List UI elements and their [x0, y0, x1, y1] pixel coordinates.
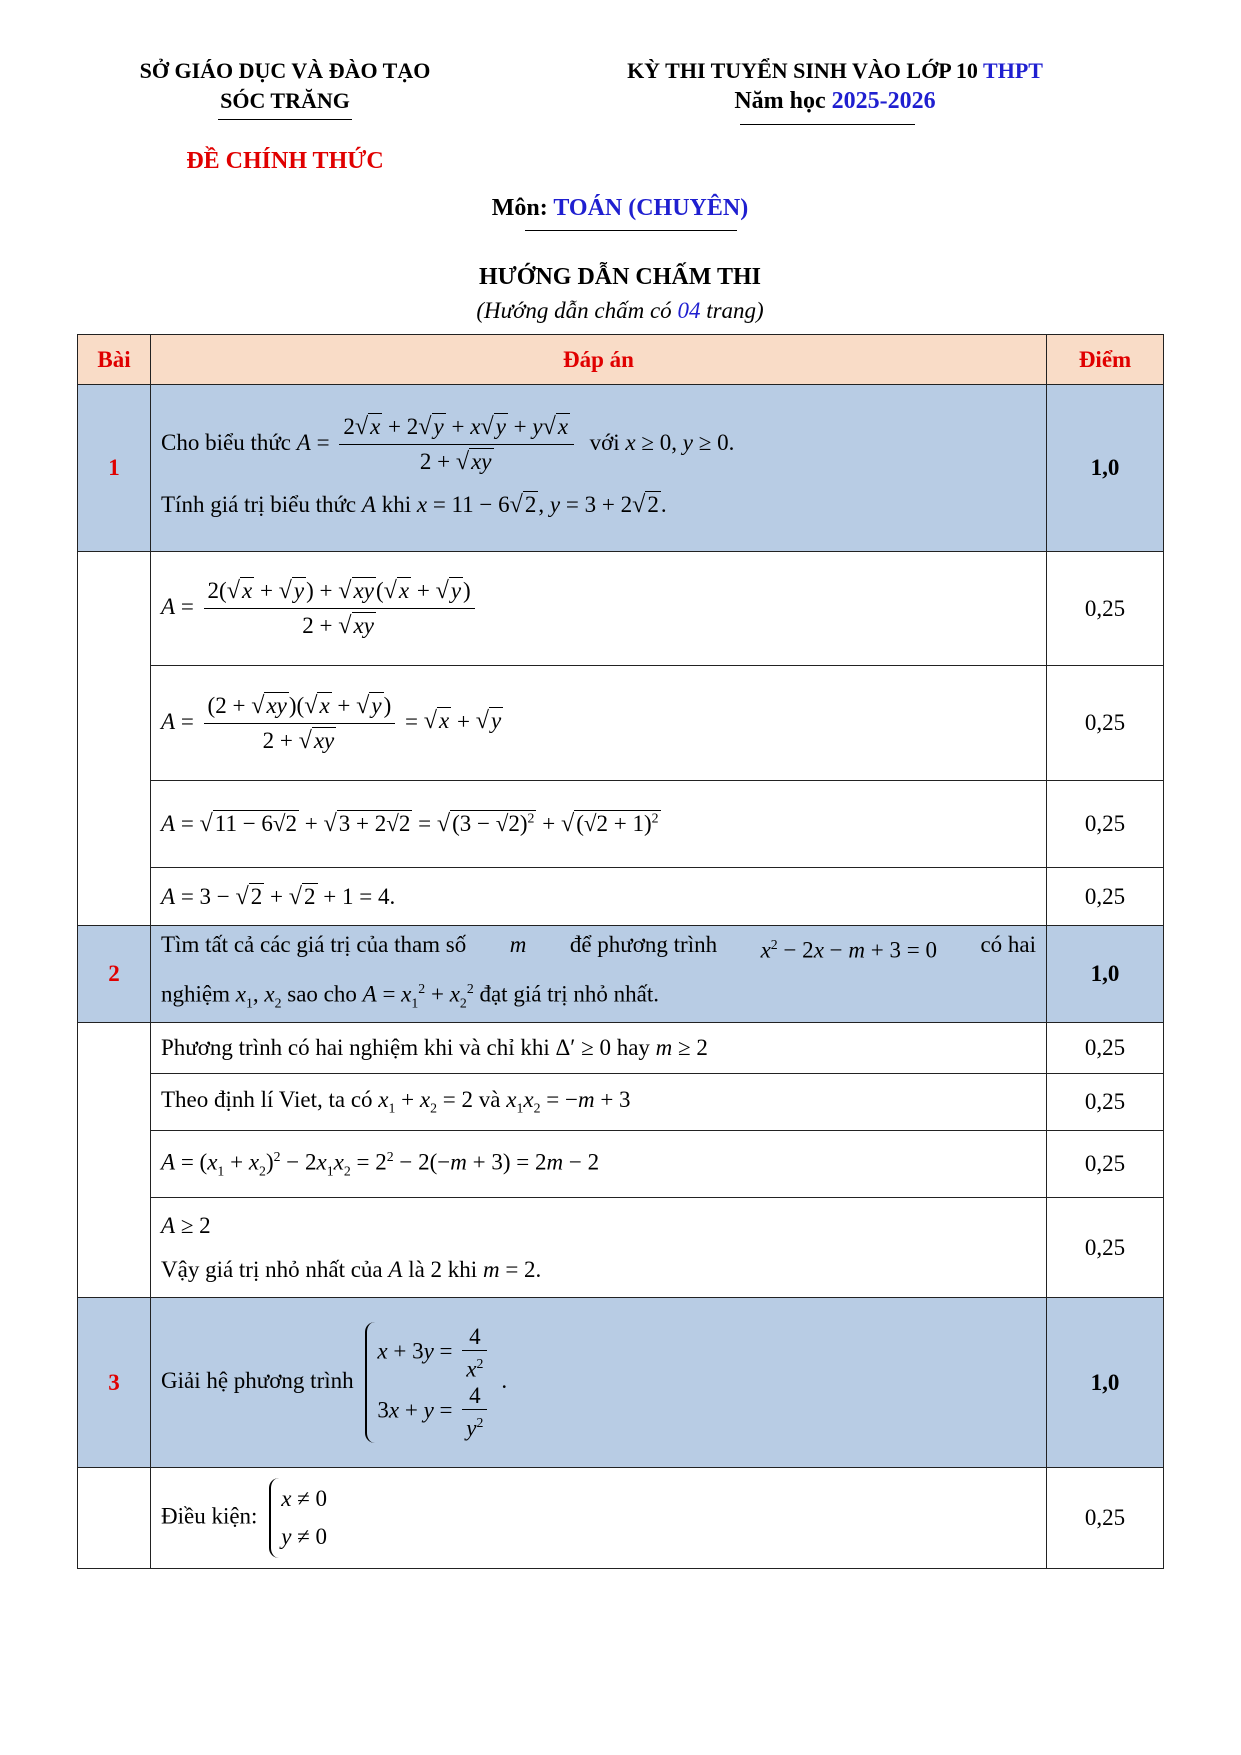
col-dap-an: Đáp án	[151, 335, 1047, 385]
exam-title-line1: KỲ THI TUYỂN SINH VÀO LỚP 10 THPT	[627, 58, 1043, 83]
solution-2-score-4: 0,25	[1047, 1198, 1164, 1298]
table-header-row	[78, 335, 1164, 385]
grading-table	[77, 334, 1164, 1569]
col-diem: Điểm	[1047, 335, 1164, 385]
question-2-row	[78, 926, 1164, 1023]
solution-3-score-1: 0,25	[1047, 1468, 1164, 1569]
condition-system: x ≠ 0 y ≠ 0	[269, 1478, 337, 1558]
exam-title	[560, 56, 1110, 116]
solution-2-score-3: 0,25	[1047, 1131, 1164, 1198]
solution-2-step-3: $A = (x_1 + x_2)^2 - 2x_1x_2 = 2^2 - 2(-m + 3) = 2m - 2$ 0,25	[78, 1131, 1164, 1198]
department-line1: SỞ GIÁO DỤC VÀ ĐÀO TẠO	[139, 58, 431, 83]
solution-1-step-3: $A = √11 - 6√2 + √3 + 2√2 = √(3 - √2)^2 + √(√2 + 1)^2$ 0,25	[78, 781, 1164, 868]
solution-1-step-4: A = 3 − √2 + √2 + 1 = 4. 0,25	[78, 868, 1164, 926]
guide-title: HƯỚNG DẪN CHẤM THI	[479, 264, 761, 290]
solution-2-step-2: Theo định lí Viet, ta có $x_1 + x_2 = 2$ và $x_1x_2 = -m + 3$ 0,25	[78, 1074, 1164, 1131]
solution-1-score-2: 0,25	[1047, 666, 1164, 781]
question-3-text: Giải hệ phương trình x + 3y = $\frac{4}{x^2}$ 3x + y = $\frac{4}{y^2}$ .	[151, 1298, 1047, 1468]
question-2-score: 1,0	[1047, 926, 1164, 1023]
question-3-number: 3	[78, 1298, 151, 1468]
solution-2-score-1: 0,25	[1047, 1023, 1164, 1074]
question-2-text: Tìm tất cả các giá trị của tham số m để phương trình $x^2 - 2x - m + 3 = 0$ có hai nghiệm $x_1$, $x_2$ sao cho $A = x_1^2 + x_2^2$ đạt giá trị nhỏ nhất.	[151, 926, 1047, 1023]
solution-3-step-1: Điều kiện: x ≠ 0 y ≠ 0 0,25	[78, 1468, 1164, 1569]
question-2-number: 2	[78, 926, 151, 1023]
exam-underline	[740, 124, 915, 125]
solution-2-step-1: Phương trình có hai nghiệm khi và chỉ khi Δ′ ≥ 0 hay m ≥ 2 0,25	[78, 1023, 1164, 1074]
solution-1-score-3: 0,25	[1047, 781, 1164, 868]
solution-1-score-4: 0,25	[1047, 868, 1164, 926]
question-1-text: Cho biểu thức A = $\frac{2√x + 2√y + x√y + y√x}{2 + √xy}$ với x ≥ 0, y ≥ 0. Tính giá trị biểu thức A khi x = 11 − 6√2, y = 3 + 2√2.	[151, 385, 1047, 552]
department-name	[80, 56, 490, 116]
question-3-row	[78, 1298, 1164, 1468]
solution-1-score-1: 0,25	[1047, 552, 1164, 666]
official-label: ĐỀ CHÍNH THỨC	[186, 148, 384, 174]
department-line2: SÓC TRĂNG	[220, 88, 350, 113]
question-1-number: 1	[78, 385, 151, 552]
solution-2-score-2: 0,25	[1047, 1074, 1164, 1131]
solution-2-step-4: A ≥ 2 Vậy giá trị nhỏ nhất của A là 2 khi m = 2. 0,25	[78, 1198, 1164, 1298]
solution-1-step-1: A = $\frac{2(√x + √y) + √xy(√x + √y)}{2 + √xy}$ 0,25	[78, 552, 1164, 666]
equation-system: x + 3y = $\frac{4}{x^2}$ 3x + y = $\frac{4}{y^2}$	[365, 1322, 501, 1443]
subject-line: Môn: TOÁN (CHUYÊN)	[491, 195, 749, 221]
department-underline	[218, 119, 352, 120]
col-bai: Bài	[78, 335, 151, 385]
question-1-row	[78, 385, 1164, 552]
subject-underline	[525, 230, 737, 231]
solution-1-step-2: A = $\frac{(2 + √xy)(√x + √y)}{2 + √xy}$ = √x + √y 0,25	[78, 666, 1164, 781]
page-note: (Hướng dẫn chấm có 04 trang)	[476, 298, 764, 323]
question-3-score: 1,0	[1047, 1298, 1164, 1468]
question-1-score: 1,0	[1047, 385, 1164, 552]
school-year: Năm học 2025-2026	[734, 88, 936, 114]
